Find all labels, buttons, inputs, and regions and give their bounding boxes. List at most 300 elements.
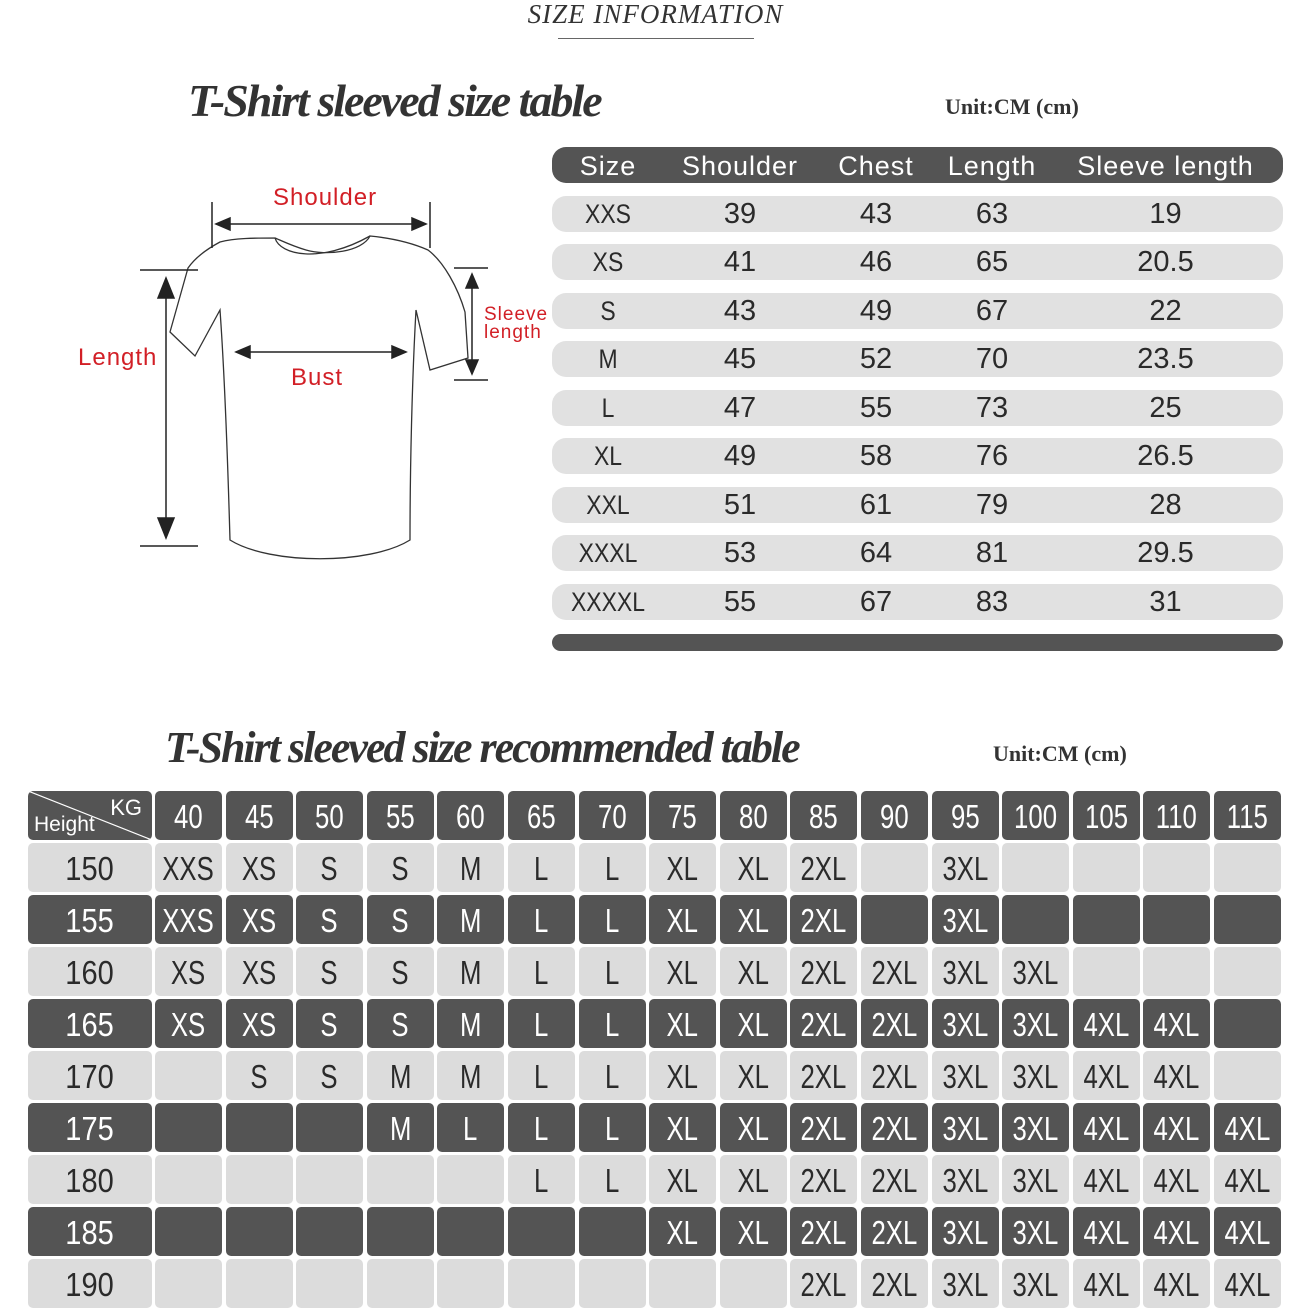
size-cell [155,1103,222,1152]
size-cell [932,1207,999,1256]
weight-header-text: 100 [1014,798,1057,835]
weight-header-text: 65 [527,798,556,835]
size-cell-text: L [534,1110,549,1147]
size-cell [932,1259,999,1308]
size-cell-text: 4XL [1083,1006,1130,1043]
size-cell-text: L [534,1162,549,1199]
size-cell-text: L [605,1058,620,1095]
height-label-text: 160 [65,954,115,991]
sleeve-label: Sleeve [484,304,549,325]
size-cell-text: XS [242,902,277,939]
size-cell [1073,895,1140,944]
title-divider [558,38,754,39]
height-label-text: 175 [65,1110,115,1147]
size-cell-text: M [389,1110,412,1147]
size-cell-text: 3XL [942,1110,989,1147]
size-cell [367,843,434,892]
size-cell [579,1051,646,1100]
size-cell [1143,1207,1210,1256]
size-cell [437,895,504,944]
size-cell [226,999,293,1048]
cell-length: 63 [975,198,1009,230]
size-cell-text: 3XL [1012,1006,1059,1043]
size-cell [1143,895,1210,944]
size-cell [579,895,646,944]
size-cell [1143,1103,1210,1152]
size-cell-text: XL [666,1214,699,1251]
cell-size: XS [592,247,624,277]
size-cell [1073,999,1140,1048]
size-cell-text: M [389,1058,412,1095]
size-cell [296,1051,363,1100]
size-cell [579,1155,646,1204]
size-table-heading: T-Shirt sleeved size table [188,75,601,126]
size-cell [1214,1103,1281,1152]
size-cell [1002,1207,1069,1256]
size-cell [1143,843,1210,892]
size-cell-text: 3XL [1012,954,1059,991]
size-cell-text: 2XL [871,1214,918,1251]
size-cell [790,895,857,944]
cell-sleeve-length: 28 [1149,489,1182,521]
size-cell [226,843,293,892]
size-cell [861,1051,928,1100]
size-cell [226,1155,293,1204]
size-cell-text: 3XL [1012,1266,1059,1303]
size-table-row [552,196,1283,232]
size-cell [720,843,787,892]
size-cell [1214,1259,1281,1308]
height-label-text: 150 [65,850,115,887]
header-shoulder: Shoulder [681,151,799,181]
size-cell [1073,1207,1140,1256]
size-cell-text: S [391,1006,410,1043]
size-cell [226,947,293,996]
size-cell [437,1259,504,1308]
size-cell [861,1155,928,1204]
size-cell [861,1103,928,1152]
size-cell [720,895,787,944]
size-cell-text: XL [666,850,699,887]
size-cell-text: XL [666,1162,699,1199]
weight-header-text: 115 [1226,798,1269,835]
weight-header [508,791,575,840]
weight-header-text: 50 [315,798,344,835]
size-cell-text: S [250,1058,269,1095]
size-cell-text: XL [666,1110,699,1147]
size-cell [155,1259,222,1308]
weight-header [226,791,293,840]
size-cell-text: 2XL [800,1214,847,1251]
corner-kg-label: KG [110,795,142,820]
size-cell-text: XS [242,1006,277,1043]
size-cell-text: L [605,1110,620,1147]
cell-sleeve-length: 20.5 [1137,246,1194,278]
size-cell [579,999,646,1048]
size-cell [155,1207,222,1256]
cell-length: 83 [975,586,1009,618]
size-cell-text: 2XL [871,1110,918,1147]
weight-header [1002,791,1069,840]
header-sleeve-length: Sleeve length [1077,151,1254,181]
size-cell-text: L [534,850,549,887]
size-cell [861,1259,928,1308]
size-cell-text: XXS [162,902,215,939]
size-cell-text: XL [737,1006,770,1043]
size-table-row [552,341,1283,377]
size-cell [720,1103,787,1152]
size-cell-text: 4XL [1153,1058,1200,1095]
size-cell [508,1103,575,1152]
size-cell-text: XL [666,1006,699,1043]
size-cell [296,1155,363,1204]
size-cell [579,947,646,996]
size-cell [1002,843,1069,892]
size-cell-text: 3XL [942,1266,989,1303]
size-cell [720,1051,787,1100]
size-cell [861,843,928,892]
size-table-unit: Unit:CM (cm) [945,94,1079,119]
cell-size: S [600,296,616,326]
length-label: Length [78,344,158,371]
size-cell-text: 4XL [1083,1058,1130,1095]
size-cell-text: XS [242,954,277,991]
size-cell-text: 4XL [1153,1266,1200,1303]
weight-header [861,791,928,840]
size-cell-text: 2XL [800,1162,847,1199]
size-cell-text: 4XL [1153,1110,1200,1147]
size-cell [649,1155,716,1204]
size-cell [790,1155,857,1204]
size-table-row [552,390,1283,426]
cell-chest: 49 [859,295,893,327]
size-cell [579,1207,646,1256]
size-cell [649,843,716,892]
size-cell [932,843,999,892]
size-cell-text: 3XL [1012,1110,1059,1147]
size-cell [861,895,928,944]
size-cell [1002,947,1069,996]
size-cell [1073,1259,1140,1308]
size-cell [861,999,928,1048]
size-cell [1002,999,1069,1048]
size-cell-text: S [391,902,410,939]
shoulder-label: Shoulder [273,184,378,211]
size-cell-text: 4XL [1083,1266,1130,1303]
size-cell [437,1155,504,1204]
size-cell [296,947,363,996]
grid-corner-header [28,791,152,840]
weight-header [296,791,363,840]
size-cell-text: L [534,1006,549,1043]
size-cell [720,947,787,996]
page-title: SIZE INFORMATION [527,0,784,29]
tshirt-diagram [70,180,560,580]
cell-sleeve-length: 26.5 [1137,440,1194,472]
weight-header [155,791,222,840]
size-cell-text: 2XL [871,954,918,991]
size-cell [720,1259,787,1308]
header-size: Size [579,151,637,181]
size-cell-text: XL [737,954,770,991]
size-table-footer-bar [552,634,1283,651]
weight-header-text: 105 [1085,798,1128,835]
size-cell [1214,1207,1281,1256]
size-cell [296,843,363,892]
size-cell [155,999,222,1048]
size-cell [1214,1051,1281,1100]
header-chest: Chest [838,151,914,181]
sleeve-label-line2: length [484,322,542,343]
size-cell [367,1155,434,1204]
size-cell-text: L [605,1006,620,1043]
size-cell-text: L [605,850,620,887]
cell-length: 81 [975,537,1009,569]
size-cell [1002,1051,1069,1100]
size-cell [437,1051,504,1100]
size-cell-text: 4XL [1153,1162,1200,1199]
size-cell [649,1259,716,1308]
size-cell [367,1051,434,1100]
size-table-row [552,535,1283,571]
size-cell [790,1207,857,1256]
height-label [28,947,152,996]
size-cell [1143,947,1210,996]
size-cell [649,1103,716,1152]
size-cell-text: XS [242,850,277,887]
weight-header [579,791,646,840]
cell-sleeve-length: 19 [1149,198,1182,230]
size-cell [437,843,504,892]
size-cell-text: 3XL [1012,1162,1059,1199]
cell-shoulder: 51 [723,489,757,521]
size-cell [932,947,999,996]
size-cell-text: 4XL [1083,1110,1130,1147]
size-cell-text: 4XL [1153,1006,1200,1043]
size-cell [1214,947,1281,996]
size-cell-text: 4XL [1224,1110,1271,1147]
weight-header [1143,791,1210,840]
size-cell-text: 2XL [800,1006,847,1043]
cell-length: 70 [975,343,1009,375]
size-cell [296,1259,363,1308]
size-cell [720,1155,787,1204]
size-cell-text: 2XL [871,1058,918,1095]
weight-header-text: 85 [809,798,838,835]
cell-shoulder: 55 [723,586,757,618]
size-cell [437,999,504,1048]
size-cell-text: XL [737,1162,770,1199]
size-cell [508,947,575,996]
size-cell [720,999,787,1048]
size-cell-text: L [534,1058,549,1095]
size-cell [1214,843,1281,892]
size-cell [508,1051,575,1100]
height-label-text: 170 [65,1058,115,1095]
cell-size: XXXXL [570,587,646,617]
cell-size: L [601,393,615,423]
size-cell [508,1207,575,1256]
cell-chest: 46 [859,246,893,278]
cell-size: XL [593,441,623,471]
size-cell [790,999,857,1048]
size-cell [649,999,716,1048]
cell-size: XXL [586,490,630,520]
size-cell-text: XL [666,954,699,991]
size-cell [790,947,857,996]
size-cell [1002,895,1069,944]
size-cell-text: 4XL [1224,1266,1271,1303]
size-cell [790,843,857,892]
size-cell [1002,1155,1069,1204]
size-table-row [552,293,1283,329]
cell-sleeve-length: 22 [1149,295,1182,327]
size-table-header [552,147,1283,183]
height-label [28,843,152,892]
size-cell-text: L [605,902,620,939]
cell-chest: 64 [859,537,893,569]
cell-sleeve-length: 25 [1149,392,1182,424]
height-label [28,1259,152,1308]
cell-shoulder: 43 [723,295,757,327]
height-label [28,1155,152,1204]
size-cell [790,1103,857,1152]
weight-header [790,791,857,840]
size-cell [226,1259,293,1308]
size-cell-text: XL [737,902,770,939]
size-cell-text: XL [666,902,699,939]
cell-length: 79 [975,489,1009,521]
weight-header [367,791,434,840]
size-cell-text: S [320,850,339,887]
size-cell [367,895,434,944]
weight-header [1073,791,1140,840]
cell-sleeve-length: 29.5 [1137,537,1194,569]
size-cell [508,895,575,944]
size-table-row [552,244,1283,280]
height-label-text: 165 [65,1006,115,1043]
size-cell-text: M [459,1006,482,1043]
size-cell [437,1103,504,1152]
size-cell-text: 3XL [1012,1214,1059,1251]
weight-header-text: 80 [739,798,768,835]
size-cell-text: L [605,1162,620,1199]
size-cell [1073,1051,1140,1100]
cell-chest: 67 [859,586,893,618]
height-label [28,1103,152,1152]
size-cell [1143,1051,1210,1100]
size-cell-text: 3XL [942,1058,989,1095]
size-cell-text: XS [171,1006,206,1043]
size-cell [155,1155,222,1204]
size-cell [579,1259,646,1308]
size-cell-text: 4XL [1224,1162,1271,1199]
cell-chest: 43 [859,198,893,230]
size-cell-text: 4XL [1083,1214,1130,1251]
size-cell [932,1155,999,1204]
weight-header-text: 95 [951,798,980,835]
size-cell [367,1103,434,1152]
cell-sleeve-length: 31 [1149,586,1182,618]
size-cell [296,1103,363,1152]
weight-header [437,791,504,840]
size-cell [508,843,575,892]
size-cell-text: XL [737,850,770,887]
size-cell-text: XXS [162,850,215,887]
weight-header [932,791,999,840]
weight-header-text: 40 [174,798,203,835]
height-label-text: 190 [65,1266,115,1303]
size-cell [1002,1103,1069,1152]
cell-shoulder: 39 [723,198,757,230]
size-cell [932,999,999,1048]
weight-header [1214,791,1281,840]
size-cell-text: S [320,954,339,991]
size-cell-text: 3XL [942,1006,989,1043]
size-cell [1214,999,1281,1048]
size-cell-text: 3XL [942,1214,989,1251]
weight-header-text: 55 [386,798,415,835]
size-cell-text: M [459,954,482,991]
weight-header-text: 90 [880,798,909,835]
size-cell-text: L [463,1110,478,1147]
size-table-row [552,584,1283,620]
size-cell [932,1051,999,1100]
size-cell [579,1103,646,1152]
size-cell [1073,843,1140,892]
cell-shoulder: 49 [723,440,757,472]
cell-length: 65 [975,246,1009,278]
size-cell-text: 2XL [871,1006,918,1043]
size-cell [1073,947,1140,996]
weight-header-text: 110 [1155,798,1198,835]
size-cell-text: M [459,902,482,939]
size-cell [1214,1155,1281,1204]
size-cell-text: XL [737,1058,770,1095]
size-table-row [552,438,1283,474]
size-cell [155,1051,222,1100]
size-cell-text: 2XL [800,850,847,887]
size-cell-text: 4XL [1153,1214,1200,1251]
size-cell [296,895,363,944]
size-cell-text: 3XL [942,954,989,991]
cell-size: M [598,344,618,374]
size-cell [226,1103,293,1152]
height-label [28,999,152,1048]
height-label [28,1207,152,1256]
height-label-text: 180 [65,1162,115,1199]
size-cell-text: 2XL [800,1110,847,1147]
size-cell [1214,895,1281,944]
height-label [28,895,152,944]
height-label [28,1051,152,1100]
size-cell-text: M [459,850,482,887]
size-cell [367,1259,434,1308]
bust-label: Bust [291,364,344,391]
size-cell [508,1259,575,1308]
size-cell-text: S [320,1058,339,1095]
size-cell [155,947,222,996]
size-cell [226,895,293,944]
size-cell [1143,1155,1210,1204]
size-cell-text: S [391,850,410,887]
cell-length: 67 [975,295,1009,327]
size-cell-text: XL [737,1214,770,1251]
size-cell [1143,999,1210,1048]
size-cell [155,895,222,944]
size-cell-text: L [534,902,549,939]
size-cell [932,1103,999,1152]
